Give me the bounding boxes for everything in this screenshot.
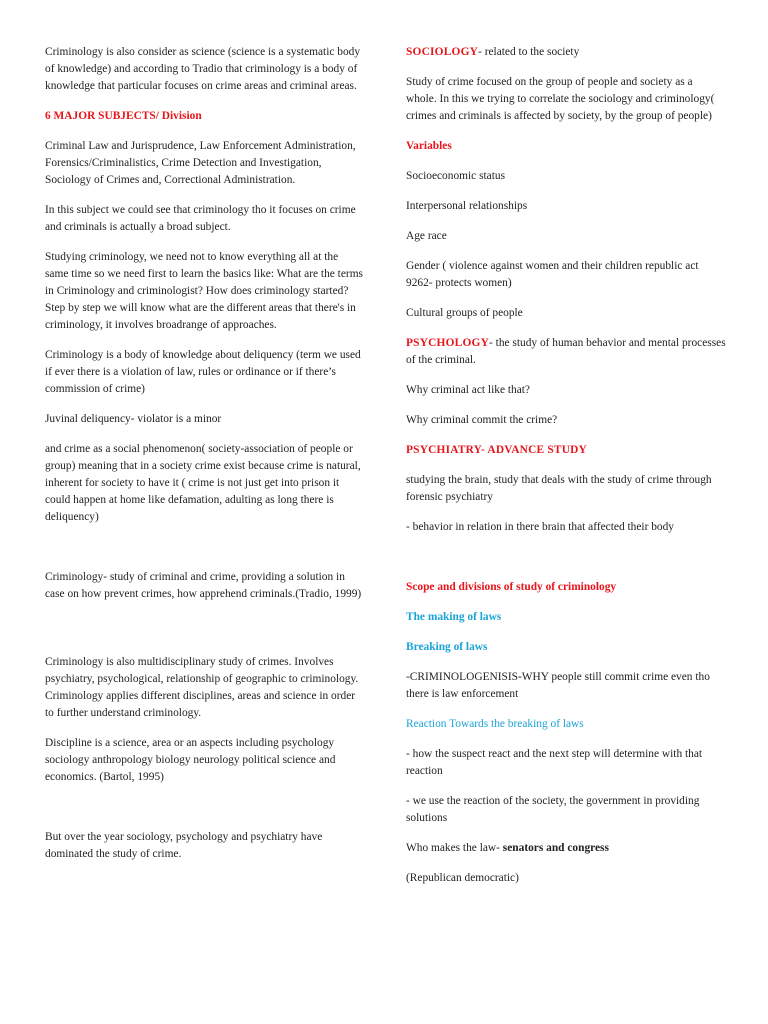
reaction-paragraph-2: - we use the reaction of the society, the government in providing solutions [406,795,700,824]
psychiatry-paragraph-2: - behavior in relation in there brain that affected their body [406,521,674,533]
variable-item: Interpersonal relationships [406,200,528,212]
psychology-heading: PSYCHOLOGY [406,337,490,349]
variable-item: Cultural groups of people [406,307,523,319]
variables-heading: Variables [406,140,452,152]
psychiatry-heading: PSYCHIATRY- ADVANCE STUDY [406,444,587,456]
variable-item: Age race [406,230,447,242]
studying-criminology-paragraph: Studying criminology, we need not to know everything all at the same time so we need first to learn the basics like: What are the terms in Criminology and criminologist? How does criminology started? Step by step we will know what are the different areas that there's in criminology, it involves broadrange of approaches. [45,251,363,331]
making-of-laws-heading: The making of laws [406,611,502,623]
deliquency-paragraph: Criminology is a body of knowledge about deliquency (term we used if ever there is a violation of law, rules or ordinance or if there’s commission of crime) [45,349,361,395]
reaction-heading: Reaction Towards the breaking of laws [406,718,584,730]
psychology-line [406,335,726,369]
psychology-definition: - the study of human behavior and mental processes of the criminal. [406,337,726,366]
discipline-paragraph: Discipline is a science, area or an aspects including psychology sociology anthropology biology neurology political science and economics. (Bartol, 1995) [45,737,336,783]
criminologenisis-paragraph: -CRIMINOLOGENISIS-WHY people still commit crime even tho there is law enforcement [406,671,710,700]
left-column [45,44,363,876]
sociology-line [406,44,726,61]
who-makes-law-label: Who makes the law- [406,842,503,854]
sociology-paragraph: Study of crime focused on the group of people and society as a whole. In this we trying to correlate the sociology and criminology( crimes and criminals is affected by society, by the group of people) [406,76,715,122]
subjects-paragraph: Criminal Law and Jurisprudence, Law Enforcement Administration, Forensics/Criminalistics, Crime Detection and Investigation, Sociology of Crimes and, Correctional Administration. [45,140,356,186]
juvinal-paragraph: Juvinal deliquency- violator is a minor [45,413,222,425]
question-2: Why criminal commit the crime? [406,414,558,426]
who-makes-law-answer: senators and congress [502,842,609,854]
social-phenomenon-paragraph: and crime as a social phenomenon( society-association of people or group) meaning that in a society crime exist because crime is natural, inherent for society to have it ( crime is not just get into prison it could happen at home like defamation, adulting as long there is deliquency) [45,443,361,523]
sociology-definition: - related to the society [478,46,580,58]
breaking-of-laws-heading: Breaking of laws [406,641,488,653]
broad-subject-paragraph: In this subject we could see that criminology tho it focuses on crime and criminals is actually a broad subject. [45,204,356,233]
scope-heading: Scope and divisions of study of criminology [406,581,617,593]
dominated-paragraph: But over the year sociology, psychology and psychiatry have dominated the study of crime. [45,831,323,860]
psychiatry-paragraph-1: studying the brain, study that deals with the study of crime through forensic psychiatry [406,474,712,503]
sociology-heading: SOCIOLOGY [406,46,479,58]
reaction-paragraph-1: - how the suspect react and the next step will determine with that reaction [406,748,703,777]
major-subjects-heading: 6 MAJOR SUBJECTS/ Division [45,110,202,122]
criminology-definition-paragraph: Criminology- study of criminal and crime, providing a solution in case on how prevent crimes, how apprehend criminals.(Tradio, 1999) [45,571,362,600]
variable-item: Socioeconomic status [406,170,506,182]
question-1: Why criminal act like that? [406,384,530,396]
variable-item: Gender ( violence against women and their children republic act 9262- protects women) [406,260,699,289]
who-makes-law-line [406,840,726,857]
right-column [406,44,726,900]
republican-democratic: (Republican democratic) [406,872,519,884]
multidisciplinary-paragraph: Criminology is also multidisciplinary study of crimes. Involves psychiatry, psychological, relationship of geographic to criminology. Criminology applies different disciplines, areas and science in order to further understand criminology. [45,656,359,719]
intro-paragraph: Criminology is also consider as science (science is a systematic body of knowledge) and according to Tradio that criminology is a body of knowledge that particular focuses on crime areas and criminal areas. [45,46,361,92]
